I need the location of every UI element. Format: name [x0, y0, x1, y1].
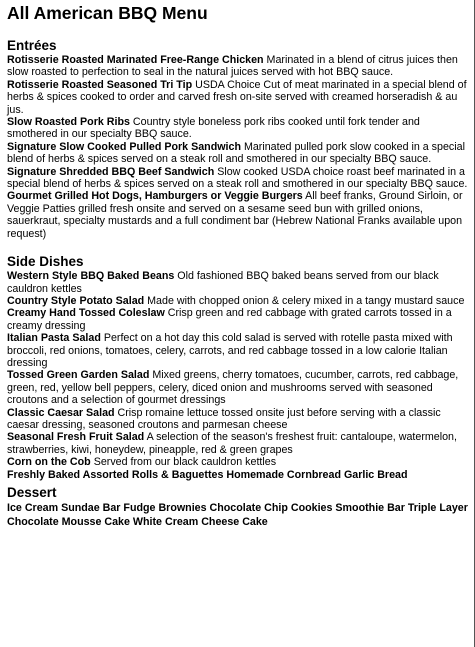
menu-item	[7, 190, 470, 240]
menu-item	[7, 270, 470, 295]
page-title: All American BBQ Menu	[7, 3, 208, 23]
menu-item	[7, 369, 470, 406]
item-name: Classic Caesar Salad	[7, 406, 115, 419]
item-name: Country Style Potato Salad	[7, 294, 145, 307]
item-name: Freshly Baked Assorted Rolls & Baguettes Homemade Cornbread Garlic Bread	[7, 468, 408, 481]
side-dishes-heading: Side Dishes	[7, 254, 84, 270]
menu-item	[7, 332, 470, 369]
item-description: All beef franks, Ground Sirloin, or Veggie Patties grilled fresh onsite and served on a sesame seed bun with grilled onions, sauerkraut, specialty mustards and a full condiment bar (Hebrew National Franks available upon request)	[7, 190, 463, 240]
item-name: Western Style BBQ Baked Beans	[7, 270, 175, 283]
side-dishes-list	[5, 270, 470, 481]
item-description: Served from our black cauldron kettles	[90, 456, 277, 469]
menu-item	[7, 407, 470, 432]
item-description: Marinated in a blend of citrus juices then slow roasted to perfection to seal in the natural juices served with hot BBQ sauce.	[7, 54, 458, 79]
item-name: Italian Pasta Salad	[7, 332, 101, 345]
section-spacer	[5, 240, 470, 254]
menu-item	[7, 295, 470, 307]
item-name: Gourmet Grilled Hot Dogs, Hamburgers or Veggie Burgers	[7, 190, 303, 203]
item-description: Perfect on a hot day this cold salad is served with rotelle pasta mixed with broccoli, red onions, tomatoes, celery, carrots, and red cabbage tossed in a low calorie Italian dressing	[7, 332, 453, 369]
dessert-list: Ice Cream Sundae Bar Fudge Brownies Chocolate Chip Cookies Smoothie Bar Triple Layer Chocolate Mousse Cake White Cream Cheese Cake	[7, 502, 468, 528]
item-description: USDA Choice Cut of meat marinated in a special blend of herbs & spices cooked to order and carved fresh on-site served with creamed horseradish & au jus.	[7, 78, 467, 116]
item-name: Rotisserie Roasted Marinated Free-Range Chicken	[7, 54, 264, 66]
item-name: Slow Roasted Pork Ribs	[7, 116, 130, 129]
item-name: Signature Shredded BBQ Beef Sandwich	[7, 165, 215, 178]
menu-item	[7, 116, 470, 141]
item-name: Creamy Hand Tossed Coleslaw	[7, 307, 165, 320]
entrees-list	[5, 54, 470, 240]
menu-item	[7, 54, 470, 79]
item-name: Corn on the Cob	[7, 456, 91, 469]
menu-item	[7, 307, 470, 332]
item-name: Signature Slow Cooked Pulled Pork Sandwich	[7, 140, 241, 153]
item-name: Tossed Green Garden Salad	[7, 369, 150, 382]
menu-item	[7, 469, 470, 481]
item-description: Slow cooked USDA choice roast beef marinated in a special blend of herbs & spices served on a steak roll and smothered in our specialty BBQ sauce.	[7, 165, 468, 191]
item-description: Made with chopped onion & celery mixed in a tangy mustard sauce	[144, 294, 465, 307]
item-description: Crisp romaine lettuce tossed onsite just before serving with a classic caesar dressing, seasoned croutons and parmesan cheese	[7, 406, 441, 431]
entrees-heading: Entrées	[7, 38, 57, 53]
dessert-heading: Dessert	[7, 485, 57, 500]
item-description: Old fashioned BBQ baked beans served from our black cauldron kettles	[7, 270, 439, 295]
menu-item	[7, 431, 470, 456]
item-description: A selection of the season's freshest fruit: cantaloupe, watermelon, strawberries, kiwi, honeydew, pineapple, red & green grapes	[7, 431, 457, 456]
menu-item	[7, 166, 470, 191]
item-name: Rotisserie Roasted Seasoned Tri Tip	[7, 78, 193, 91]
item-description: Mixed greens, cherry tomatoes, cucumber, carrots, red cabbage, green, red, yellow bell peppers, celery, diced onion and mushrooms served with seasoned croutons and a selection of gourmet dressings	[7, 369, 459, 407]
item-description: Marinated pulled pork slow cooked in a special blend of herbs & spices served on a steak roll and smothered in our specialty BBQ sauce.	[7, 140, 465, 166]
menu-item	[7, 79, 470, 116]
item-description: Country style boneless pork ribs cooked until fork tender and smothered in our specialty BBQ sauce.	[7, 116, 420, 141]
item-name: Seasonal Fresh Fruit Salad	[7, 431, 145, 444]
menu-item	[7, 456, 470, 468]
item-description: Crisp green and red cabbage with grated carrots tossed in a creamy dressing	[7, 307, 452, 332]
menu-item	[7, 141, 470, 166]
